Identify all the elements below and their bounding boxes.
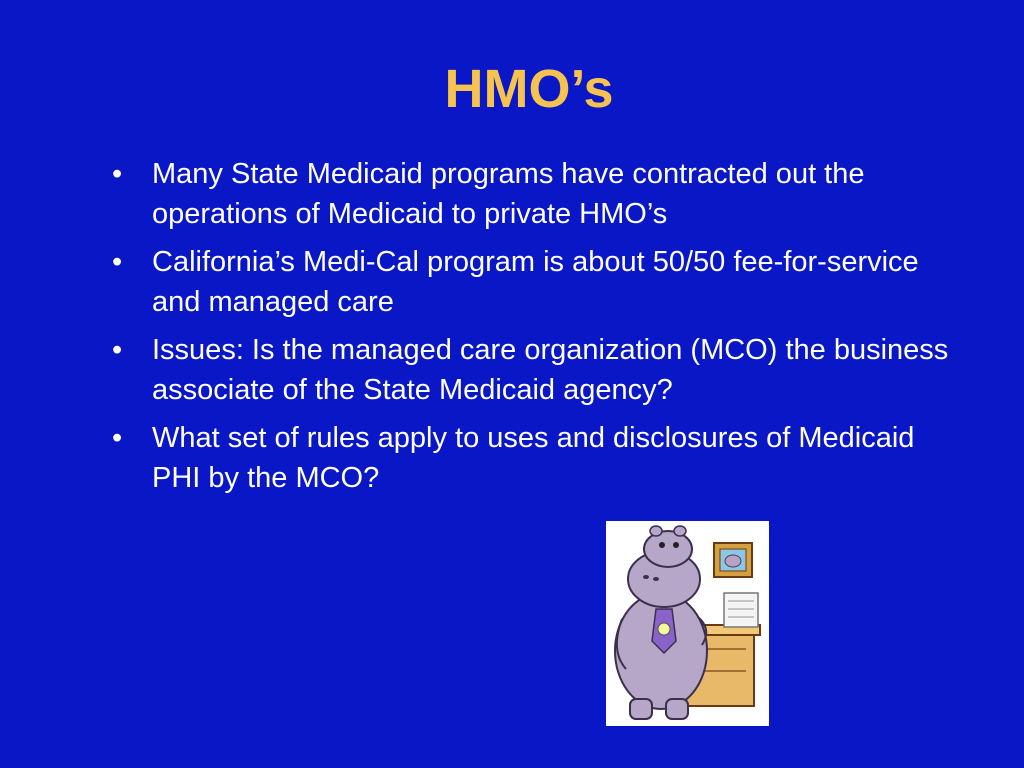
- bullet-item: [112, 154, 952, 234]
- bullet-text: What set of rules apply to uses and disclosures of Medicaid PHI by the MCO?: [152, 422, 915, 494]
- bullet-marker: •: [112, 334, 123, 366]
- bullet-item: [112, 418, 952, 498]
- bullet-text: California’s Medi-Cal program is about 50/50 fee-for-service and managed care: [152, 246, 919, 318]
- hippo-office-worker-icon: [606, 521, 769, 726]
- bullet-marker: •: [112, 158, 123, 190]
- bullet-item: [112, 330, 952, 410]
- bullet-text: Issues: Is the managed care organization (MCO) the business associate of the State Medicaid agency?: [152, 334, 949, 406]
- slide-title: HMO’s: [444, 59, 614, 119]
- bullet-item: [112, 242, 952, 322]
- bullet-list: [112, 154, 952, 506]
- bullet-marker: •: [112, 246, 123, 278]
- bullet-marker: •: [112, 422, 123, 454]
- bullet-text: Many State Medicaid programs have contracted out the operations of Medicaid to private HMO’s: [152, 158, 865, 230]
